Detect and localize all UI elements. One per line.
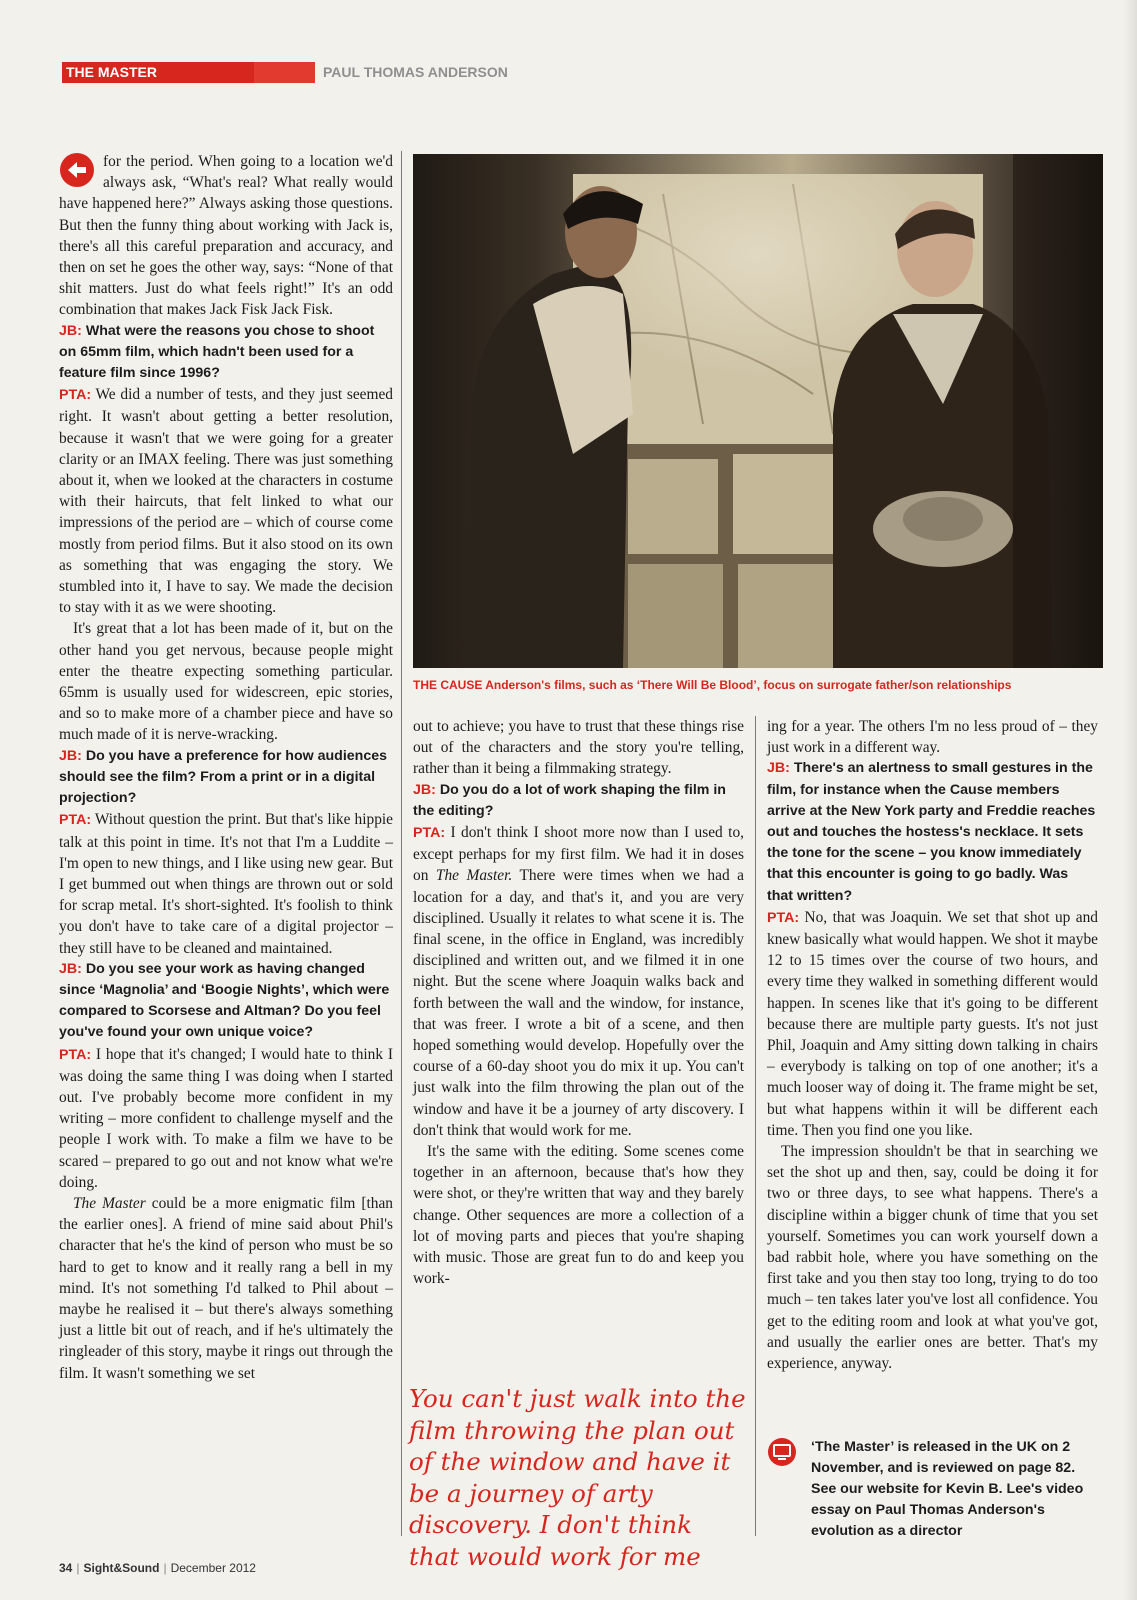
question (59, 959, 393, 1044)
paragraph: out to achieve; you have to trust that these things rise out of the characters and the story you're telling, rather than it being a filmmaking strategy. (413, 718, 744, 778)
section-tab-extension (254, 62, 315, 83)
speaker-label: PTA: (767, 909, 800, 926)
column-3 (767, 716, 1098, 1374)
running-header (62, 62, 508, 84)
film-title: The Master. (435, 867, 513, 885)
question (413, 780, 744, 822)
answer-text: No, that was Joaquin. We set that shot up and knew basically what would happen. We shot it maybe 12 to 15 times over the course of two hours, and every time they walked in something different would happen. In scenes like that it's going to be different because there are multiple party guests. It's not just Phil, Joaquin and Amy sitting down talking in chairs – everybody is talking on top of one another; it's a much looser way of doing it. The frame might be set, but what happens within it will be different each time. Then you find one you like. (767, 908, 1098, 1139)
speaker-label: JB: (59, 960, 82, 977)
speaker-label: PTA: (59, 1046, 92, 1063)
pull-quote: You can't just walk into the film throwing the plan out of the window and have it be a journey of arty discovery. I don't think that would work for me (409, 1384, 746, 1571)
answer (767, 907, 1098, 1141)
answer-text: Without question the print. But that's like hippie talk at this point in time. It's not that I'm a Luddite – I'm open to new things, and I like using new gear. But I get bummed out when things are thrown out or sold for scrap metal. It's short-sighted. It's foolish to think you don't have to take care of a digital projector – they still have to be cleaned and maintained. (59, 811, 393, 957)
back-arrow-icon (59, 152, 95, 188)
column-1 (59, 151, 393, 1384)
caption-text: Anderson's films, such as ‘There Will Be Blood’, focus on surrogate father/son relationships (485, 678, 1012, 692)
answer-text: We did a number of tests, and they just seemed right. It wasn't about getting a better resolution, because it wasn't that we were going for a greater clarity or an IMAX feeling. There was just something about it, when we looked at the characters in costume with their haircuts, that felt linked to what our impressions of the period are – which of course come mostly from period films. But it also stood on its own as something that was engaging the story. We stumbled into it, I have to say. We made the decision to stay with it as we were shooting. (59, 386, 393, 617)
paragraph: It's the same with the editing. Some scenes come together in an afternoon, because that's how they were shot, or they're written that way and they barely change. Other sequences are more a collection of a lot of moving parts and pieces that you're shaping with music. Those are great fun to do and keep you work- (413, 1143, 744, 1288)
speaker-label: PTA: (59, 387, 92, 404)
question-text: What were the reasons you chose to shoot on 65mm film, which hadn't been used for a feature film since 1996? (59, 322, 375, 382)
film-still-image (413, 154, 1103, 668)
footnote-text: ‘The Master’ is released in the UK on 2 November, and is reviewed on page 82. See our website for Kevin B. Lee's video essay on Paul Thomas Anderson's evolution as a director (811, 1439, 1084, 1539)
answer (59, 384, 393, 618)
answer (59, 1044, 393, 1193)
question (59, 746, 393, 810)
question-text: Do you have a preference for how audiences should see the film? From a print or in a digital projection? (59, 747, 388, 807)
header-title: PAUL THOMAS ANDERSON (323, 64, 508, 80)
answer (413, 822, 744, 1141)
paragraph (59, 1193, 393, 1384)
question-text: Do you see your work as having changed since ‘Magnolia’ and ‘Boogie Nights’, which were compared to Scorsese and Altman? Do you feel you've found your own unique voice? (59, 960, 390, 1041)
speaker-label: JB: (413, 781, 436, 798)
speaker-label: PTA: (59, 812, 92, 829)
column-rule (401, 151, 402, 1536)
page-number: 34 (59, 1561, 73, 1575)
speaker-label: JB: (59, 747, 82, 764)
speaker-label: JB: (767, 760, 790, 777)
page-footer: 34 | Sight&Sound | December 2012 (59, 1561, 256, 1575)
answer-text: There were times when we had a location for a day, and that's it, and you are very disciplined. Usually it relates to what scene it is. The final scene, in the office in England, was incredibly disciplined and written out, and we filmed it in one night. But the scene where Joaquin walks back and forth between the wall and the window, for instance, that was freer. I wrote a bit of a scene, and then hoped something would develop. Hopefully over the course of a 60-day shoot you do mix it up. You can't just walk into the film throwing the plan out of the window and have it be a journey of arty discovery. I don't think that would work for me. (413, 867, 744, 1139)
answer-text: I hope that it's changed; I would hate to think I was doing the same thing I was doing when I started out. I've probably become more confident in my writing – more confident to challenge myself and the people I work with. To make a film we have to be scared – prepared to go out and not know what we're doing. (59, 1045, 393, 1191)
continued-paragraph (59, 151, 393, 321)
caption-label: THE CAUSE (413, 678, 483, 692)
paragraph: The impression shouldn't be that in searching we set the shot up and then, say, could be doing it for two or three days, to see what happens. There's a discipline within a bigger chunk of time that you set yourself. Sometimes you can work yourself down a bad rabbit hole, where you have something on the first take and you then stay too long, trying to do too much – ten takes later you've lost all confidence. You get to the editing room and look at what you've got, and usually the earlier ones are better. That's my experience, anyway. (767, 1143, 1098, 1373)
paragraph: ing for a year. The others I'm no less proud of – they just work in a different way. (767, 718, 1098, 757)
screen-icon (767, 1437, 797, 1467)
issue-date: December 2012 (170, 1561, 256, 1575)
paragraph-text: could be a more enigmatic film [than the earlier ones]. A friend of mine said about Phil's character that he's the kind of person who must be so hard to get to know and it really rang a bell in my mind. It's not something I'd talked to Phil about – maybe he realised it – but there's always something just a little bit out of reach, and if he's ultimately the ringleader of this story, maybe it rings out through the film. It wasn't something we set (59, 1194, 393, 1382)
photo-caption (413, 678, 1113, 692)
question-text: Do you do a lot of work shaping the film in the editing? (413, 781, 726, 819)
question (59, 321, 393, 385)
magazine-name: Sight&Sound (83, 1561, 160, 1575)
speaker-label: JB: (59, 322, 82, 339)
paragraph: It's great that a lot has been made of it, but on the other hand you get nervous, because people might enter the theatre expecting something particular. 65mm is usually used for widescreen, epic stories, and so to make more of a chamber piece and have so much made of it is nerve-wracking. (59, 620, 393, 744)
answer-text: I don't think I shoot more now than I used to, except perhaps for my first film. We had it in doses on (413, 824, 744, 885)
paragraph-text: for the period. When going to a location we'd always ask, “What's real? What really would have happened here?” Always asking those questions. But then the funny thing about working with Jack is, there's all this careful preparation and accuracy, and then on set he goes the other way, says: “None of that shit matters. Just do what feels right!” It's an odd combination that makes Jack Fisk Jack Fisk. (59, 153, 393, 319)
speaker-label: PTA: (413, 825, 446, 842)
column-2 (413, 716, 744, 1289)
film-title: The Master (73, 1194, 146, 1212)
film-still-photo (413, 154, 1103, 668)
section-tab: THE MASTER (62, 62, 254, 83)
page-edge-shadow (1123, 0, 1137, 1600)
answer (59, 809, 393, 958)
column-rule (755, 716, 756, 1536)
question-text: There's an alertness to small gestures in the film, for instance when the Cause members arrive at the New York party and Freddie reaches out and touches the hostess's necklace. It sets the tone for the scene – you know immediately that this encounter is going to go badly. Was that written? (767, 760, 1096, 904)
question (767, 758, 1098, 906)
